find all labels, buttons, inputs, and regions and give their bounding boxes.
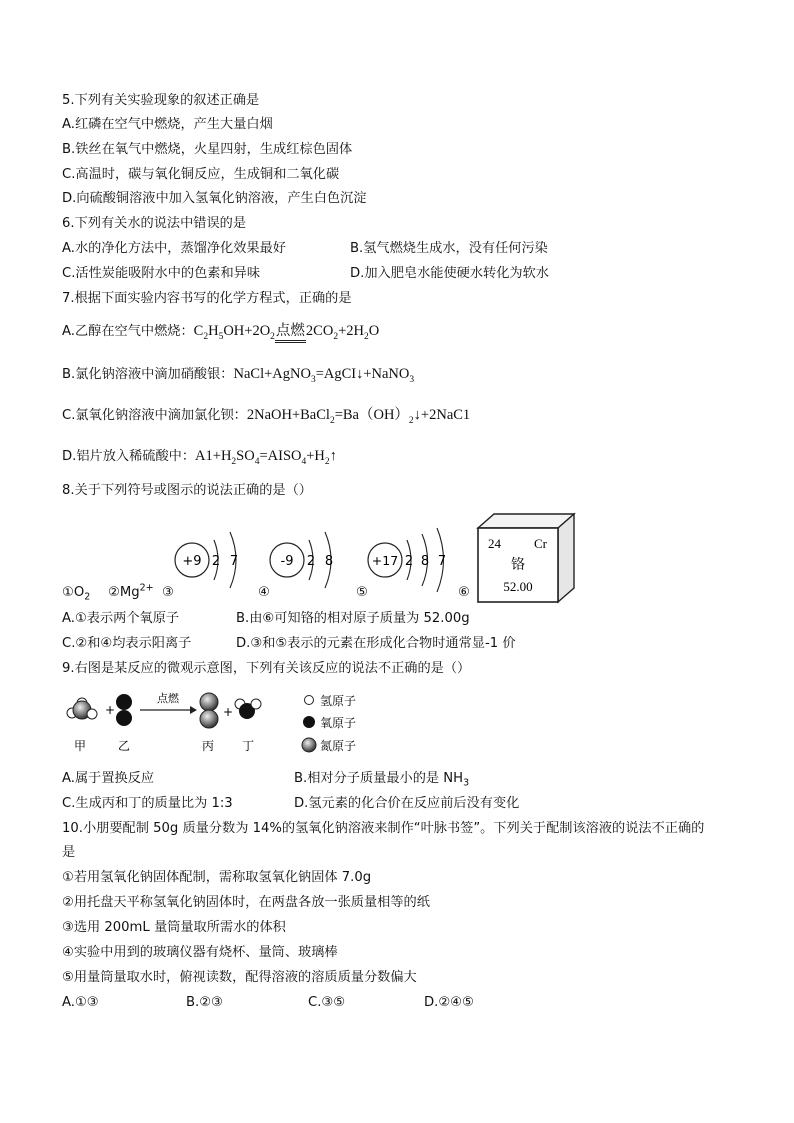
q8-symbol-4: ④ xyxy=(258,585,270,600)
nucleus-charge: +9 xyxy=(182,554,202,569)
q10-option-b: B.②③ xyxy=(186,995,223,1010)
q8-option-c: C.②和④均表示阳离子 xyxy=(62,636,192,651)
q6-stem: 6.下列有关水的说法中错误的是 xyxy=(62,216,247,231)
q8-stem: 8.关于下列符号或图示的说法正确的是（） xyxy=(62,483,312,498)
q9-option-b: B.相对分子质量最小的是 $NH_3$ xyxy=(294,771,470,789)
q8-option-b: B.由⑥可知铬的相对原子质量为 52.00g xyxy=(236,611,470,626)
q9-option-a: A.属于置换反应 xyxy=(62,771,155,786)
q7-option-b-label: B.氯化钠溶液中滴加硝酸银： xyxy=(62,367,234,382)
q8-symbol-2: $②Mg^{2+}$ xyxy=(108,582,154,600)
q7-equation-a: $C_2H_5OH+2O_2$点燃$2CO_2+2H_2O$ xyxy=(193,323,380,342)
q9-option-d: D.氢元素的化合价在反应前后没有变化 xyxy=(294,796,520,811)
q7-equation-b: NaCl+AgNO$_3$=AgCI↓+NaNO$_3$ xyxy=(233,366,415,385)
q7-option-d-label: D.铝片放入稀硫酸中： xyxy=(62,449,196,464)
reaction-condition: 点燃 xyxy=(157,692,179,705)
molecule-yi xyxy=(116,694,132,726)
q5-option-a: A.红磷在空气中燃烧，产生大量白烟 xyxy=(62,117,273,132)
shell-electron-count: 7 xyxy=(437,554,447,569)
svg-text:+: + xyxy=(105,703,116,717)
q7-option-c-label: C.氯氧化钠溶液中滴加氯化钡： xyxy=(62,408,247,423)
nucleus-charge: -9 xyxy=(280,554,294,569)
shell-electron-count: 2 xyxy=(211,554,221,569)
q8-symbol-1: $①O_2$ xyxy=(62,585,91,603)
q10-option-d: D.②④⑤ xyxy=(424,995,474,1010)
molecule-name: 丁 xyxy=(242,739,255,753)
shell-electron-count: 2 xyxy=(404,554,414,569)
reaction-micro-diagram xyxy=(62,688,382,758)
q5-option-d: D.向硫酸铜溶液中加入氢氧化钠溶液，产生白色沉淀 xyxy=(62,191,367,206)
shell-electron-count: 7 xyxy=(229,554,239,569)
molecule-ding xyxy=(235,699,261,719)
element-symbol: Cr xyxy=(534,536,547,551)
q10-statement-1: ①若用氢氧化钠固体配制，需称取氢氧化钠固体 7.0g xyxy=(62,870,372,885)
shell-electron-count: 8 xyxy=(324,554,334,569)
q10-statement-4: ④实验中用到的玻璃仪器有烧杯、量筒、玻璃棒 xyxy=(62,945,338,960)
q5-stem: 5.下列有关实验现象的叙述正确是 xyxy=(62,93,260,108)
molecule-name: 甲 xyxy=(74,739,87,753)
reaction-condition: 点燃 xyxy=(275,322,306,343)
q8-symbol-3: ③ xyxy=(162,585,174,600)
q7-stem: 7.根据下面实验内容书写的化学方程式，正确的是 xyxy=(62,291,352,306)
atomic-mass: 52.00 xyxy=(503,579,533,594)
q10-option-c: C.③⑤ xyxy=(308,995,346,1010)
q10-statement-3: ③选用 200mL 量筒量取所需水的体积 xyxy=(62,920,286,935)
q10-stem: 10.小朋要配制 50g 质量分数为 14%的氢氧化钠溶液来制作“叶脉书签”。下列关于配制该溶液的说法不正确的 xyxy=(62,821,705,836)
legend-nitrogen: 氮原子 xyxy=(320,739,357,753)
molecule-name: 乙 xyxy=(118,739,131,753)
q6-option-b: B.氢气燃烧生成水，没有任何污染 xyxy=(350,241,548,256)
atom-diagram-4 xyxy=(270,532,333,588)
molecule-bing xyxy=(200,693,218,728)
q8-symbol-5: ⑤ xyxy=(356,585,368,600)
molecule-name: 丙 xyxy=(202,739,215,753)
legend-oxygen: 氧原子 xyxy=(320,716,357,730)
element-name: 铬 xyxy=(511,557,525,573)
q9-stem: 9.右图是某反应的微观示意图，下列有关该反应的说法不正确的是（） xyxy=(62,661,471,676)
q7-equation-d: $A1+H_2SO_4=AISO_4+H_2↑$ xyxy=(195,448,337,467)
q8-option-a: A.①表示两个氧原子 xyxy=(62,611,180,626)
q10-statement-5: ⑤用量筒量取水时，俯视读数，配得溶液的溶质质量分数偏大 xyxy=(62,970,417,985)
atom-diagram-5 xyxy=(368,528,446,592)
q7-equation-c: $2NaOH+BaCl_2=Ba(OH)_2↓+2NaC1$ xyxy=(246,407,471,426)
atom-diagram-3 xyxy=(175,532,238,588)
q7-option-d xyxy=(62,447,337,466)
atom-structure-diagrams xyxy=(170,520,460,600)
atom-legend xyxy=(302,694,356,753)
q9-option-c: C.生成丙和丁的质量比为 1:3 xyxy=(62,796,233,811)
svg-text:+: + xyxy=(223,705,234,719)
q7-option-a xyxy=(62,322,379,343)
chromium-element-card xyxy=(476,512,576,604)
q6-option-c: C.活性炭能吸附水中的色素和异味 xyxy=(62,266,261,281)
atomic-number: 24 xyxy=(488,536,501,551)
q10-option-a: A.①③ xyxy=(62,995,99,1010)
q10-statement-2: ②用托盘天平称氢氧化钠固体时，在两盘各放一张质量相等的纸 xyxy=(62,895,430,910)
molecule-jia xyxy=(67,698,97,719)
q6-option-d: D.加入肥皂水能使硬水转化为软水 xyxy=(350,266,549,281)
q7-option-a-label: A.乙醇在空气中燃烧： xyxy=(62,324,194,339)
q5-option-b: B.铁丝在氧气中燃烧，火星四射，生成红棕色固体 xyxy=(62,142,353,157)
q10-stem-continued: 是 xyxy=(62,845,76,860)
q7-option-b xyxy=(62,365,414,384)
nucleus-charge: +17 xyxy=(371,553,399,568)
q5-option-c: C.高温时，碳与氧化铜反应，生成铜和二氧化碳 xyxy=(62,167,340,182)
legend-hydrogen: 氢原子 xyxy=(320,694,357,708)
q6-option-a: A.水的净化方法中，蒸馏净化效果最好 xyxy=(62,241,286,256)
shell-electron-count: 8 xyxy=(420,554,430,569)
q8-option-d: D.③和⑤表示的元素在形成化合物时通常显-1 价 xyxy=(236,636,516,651)
q7-option-c xyxy=(62,406,470,425)
shell-electron-count: 2 xyxy=(306,554,316,569)
q8-symbol-6: ⑥ xyxy=(458,585,470,600)
